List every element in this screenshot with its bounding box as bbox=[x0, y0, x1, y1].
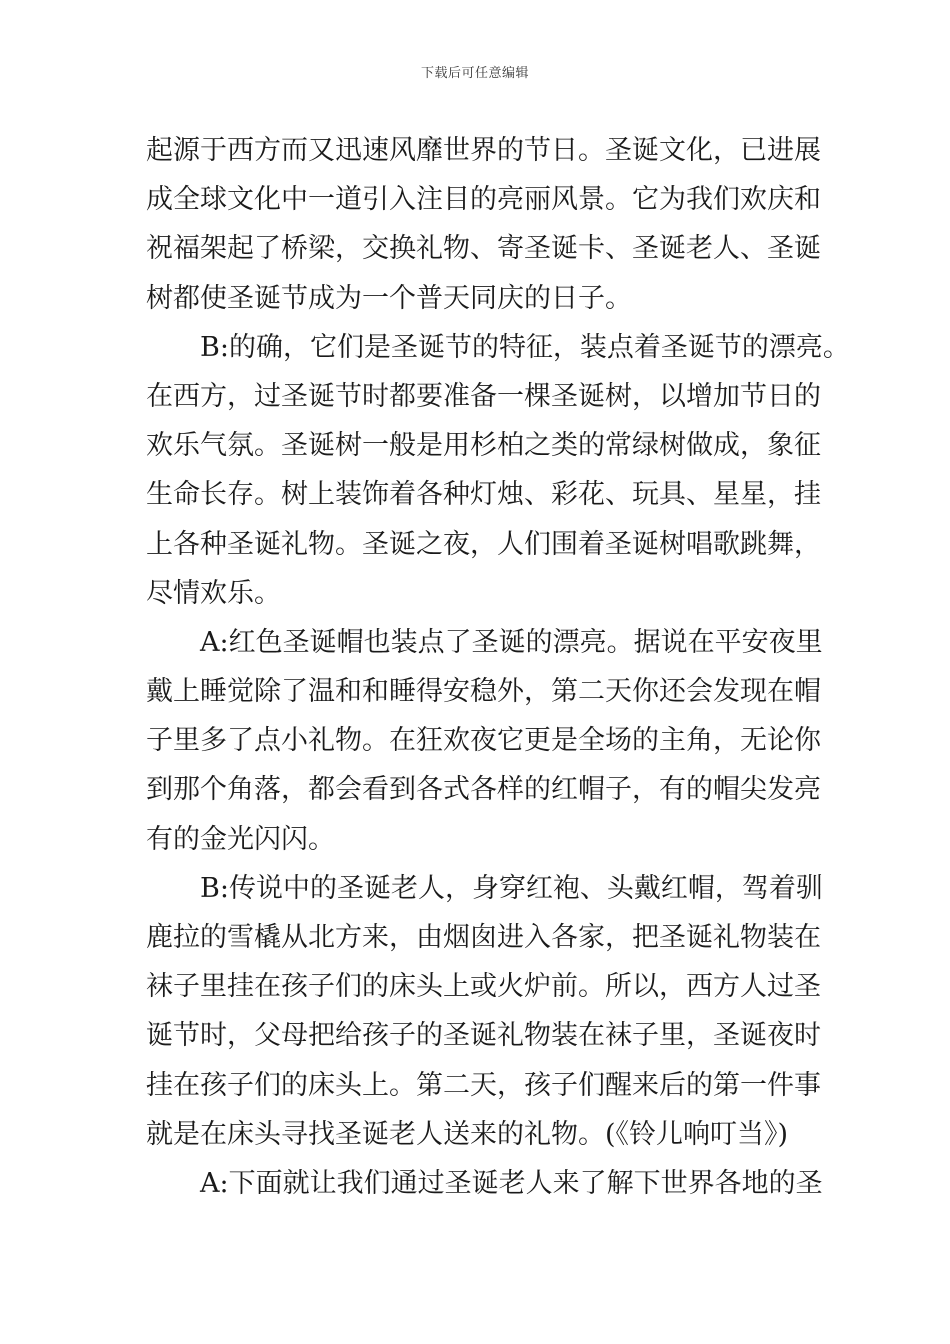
text-line: 鹿拉的雪橇从北方来，由烟囱进入各家，把圣诞礼物装在 bbox=[146, 922, 821, 953]
text-line: 戴上睡觉除了温和和睡得安稳外，第二天你还会发现在帽 bbox=[146, 676, 821, 708]
text-line: 就是在床头寻找圣诞老人送来的礼物。(《铃儿响叮当》) bbox=[146, 1118, 789, 1150]
text-line: 诞节时，父母把给孩子的圣诞礼物装在袜子里，圣诞夜时 bbox=[146, 1020, 821, 1052]
paragraph-start-line: A:红色圣诞帽也装点了圣诞的漂亮。据说在平安夜里 bbox=[200, 626, 823, 658]
text-line: 起源于西方而又迅速风靡世界的节日。圣诞文化，已进展 bbox=[146, 135, 821, 166]
text-line: 祝福架起了桥梁，交换礼物、寄圣诞卡、圣诞老人、圣诞 bbox=[146, 233, 821, 265]
paragraph-start-line: B:的确，它们是圣诞节的特征，装点着圣诞节的漂亮。 bbox=[200, 331, 850, 363]
text-line: 挂在孩子们的床头上。第二天，孩子们醒来后的第一件事 bbox=[146, 1069, 821, 1101]
paragraph-start-line: B:传说中的圣诞老人，身穿红袍、头戴红帽，驾着驯 bbox=[200, 872, 823, 904]
text-line: 袜子里挂在孩子们的床头上或火炉前。所以，西方人过圣 bbox=[146, 971, 821, 1003]
text-line: 树都使圣诞节成为一个普天同庆的日子。 bbox=[146, 282, 632, 314]
text-line: 到那个角落，都会看到各式各样的红帽子，有的帽尖发亮 bbox=[146, 774, 821, 806]
text-line: 上各种圣诞礼物。圣诞之夜，人们围着圣诞树唱歌跳舞， bbox=[146, 528, 821, 560]
text-line: 在西方，过圣诞节时都要准备一棵圣诞树，以增加节日的 bbox=[146, 380, 821, 412]
text-line: 成全球文化中一道引入注目的亮丽风景。它为我们欢庆和 bbox=[146, 184, 821, 216]
text-line: 子里多了点小礼物。在狂欢夜它更是全场的主角，无论你 bbox=[146, 725, 821, 757]
paragraph-start-line: A:下面就让我们通过圣诞老人来了解下世界各地的圣 bbox=[200, 1167, 823, 1199]
body-text bbox=[146, 126, 850, 1208]
text-line: 尽情欢乐。 bbox=[146, 577, 281, 609]
text-line: 有的金光闪闪。 bbox=[146, 823, 335, 855]
text-line: 生命长存。树上装饰着各种灯烛、彩花、玩具、星星，挂 bbox=[146, 479, 821, 511]
text-line: 欢乐气氛。圣诞树一般是用杉柏之类的常绿树做成，象征 bbox=[146, 430, 821, 462]
page-header: 下载后可任意编辑 bbox=[420, 66, 529, 81]
